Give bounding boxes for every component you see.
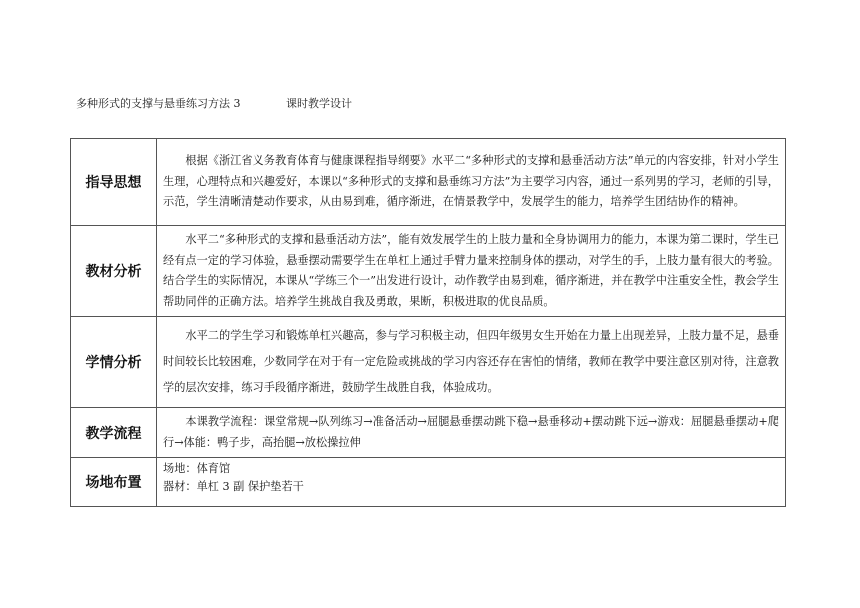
- document-header: [76, 95, 352, 111]
- equipment-line: 器材：单杠 3 副 保护垫若干: [163, 480, 304, 493]
- lesson-subtitle: 课时教学设计: [286, 97, 352, 110]
- table-row: [71, 317, 786, 408]
- table-row: [71, 226, 786, 317]
- row-label-student-analysis: 学情分析: [71, 317, 157, 408]
- lesson-plan-table: [70, 138, 786, 507]
- row-content-teaching-process: [157, 408, 786, 458]
- row-content-material-analysis: [157, 226, 786, 317]
- paragraph: 本课教学流程：课堂常规→队列练习→准备活动→屈腿悬垂摆动跳下稳→悬垂移动+摆动跳下远→游戏：屈腿悬垂摆动+爬行→体能：鸭子步，高抬腿→放松操拉伸: [163, 415, 779, 449]
- row-content-venue-layout: [157, 458, 786, 507]
- row-label-guiding-thought: 指导思想: [71, 139, 157, 226]
- paragraph: 水平二“多种形式的支撑和悬垂活动方法”，能有效发展学生的上肢力量和全身协调用力的能力，本课为第二课时，学生已经有点一定的学习体验，悬垂摆动需要学生在单杠上通过手臂力量来控制身体的摆动，对学生的手，上肢力量有很大的考验。结合学生的实际情况，本课从“学练三个一”出发进行设计，动作教学由易到难，循序渐进，并在教学中注重安全性，教会学生帮助同伴的正确方法。培养学生挑战自我及勇敢，果断，积极进取的优良品质。: [163, 233, 779, 308]
- venue-line: 场地：体育馆: [163, 462, 231, 475]
- paragraph: 水平二的学生学习和锻炼单杠兴趣高，参与学习积极主动，但四年级男女生开始在力量上出现差异，上肢力量不足，悬垂时间较长比较困难，少数同学在对于有一定危险或挑战的学习内容还存在害怕的情绪，教师在教学中要注意区别对待，注意教学的层次安排，练习手段循序渐进，鼓励学生战胜自我，体验成功。: [163, 329, 779, 394]
- table-row: [71, 139, 786, 226]
- row-content-guiding-thought: [157, 139, 786, 226]
- row-label-material-analysis: 教材分析: [71, 226, 157, 317]
- table-row: [71, 408, 786, 458]
- lesson-title: 多种形式的支撑与悬垂练习方法 3: [76, 97, 241, 110]
- paragraph: 根据《浙江省义务教育体育与健康课程指导纲要》水平二“多种形式的支撑和悬垂活动方法”单元的内容安排，针对小学生生理，心理特点和兴趣爱好，本课以“多种形式的支撑和悬垂练习方法”为主要学习内容，通过一系列男的学习，老师的引导，示范，学生清晰清楚动作要求，从由易到难，循序渐进，在情景教学中，发展学生的能力，培养学生团结协作的精神。: [163, 154, 779, 209]
- row-label-teaching-process: 教学流程: [71, 408, 157, 458]
- row-content-student-analysis: [157, 317, 786, 408]
- table-row: [71, 458, 786, 507]
- row-label-venue-layout: 场地布置: [71, 458, 157, 507]
